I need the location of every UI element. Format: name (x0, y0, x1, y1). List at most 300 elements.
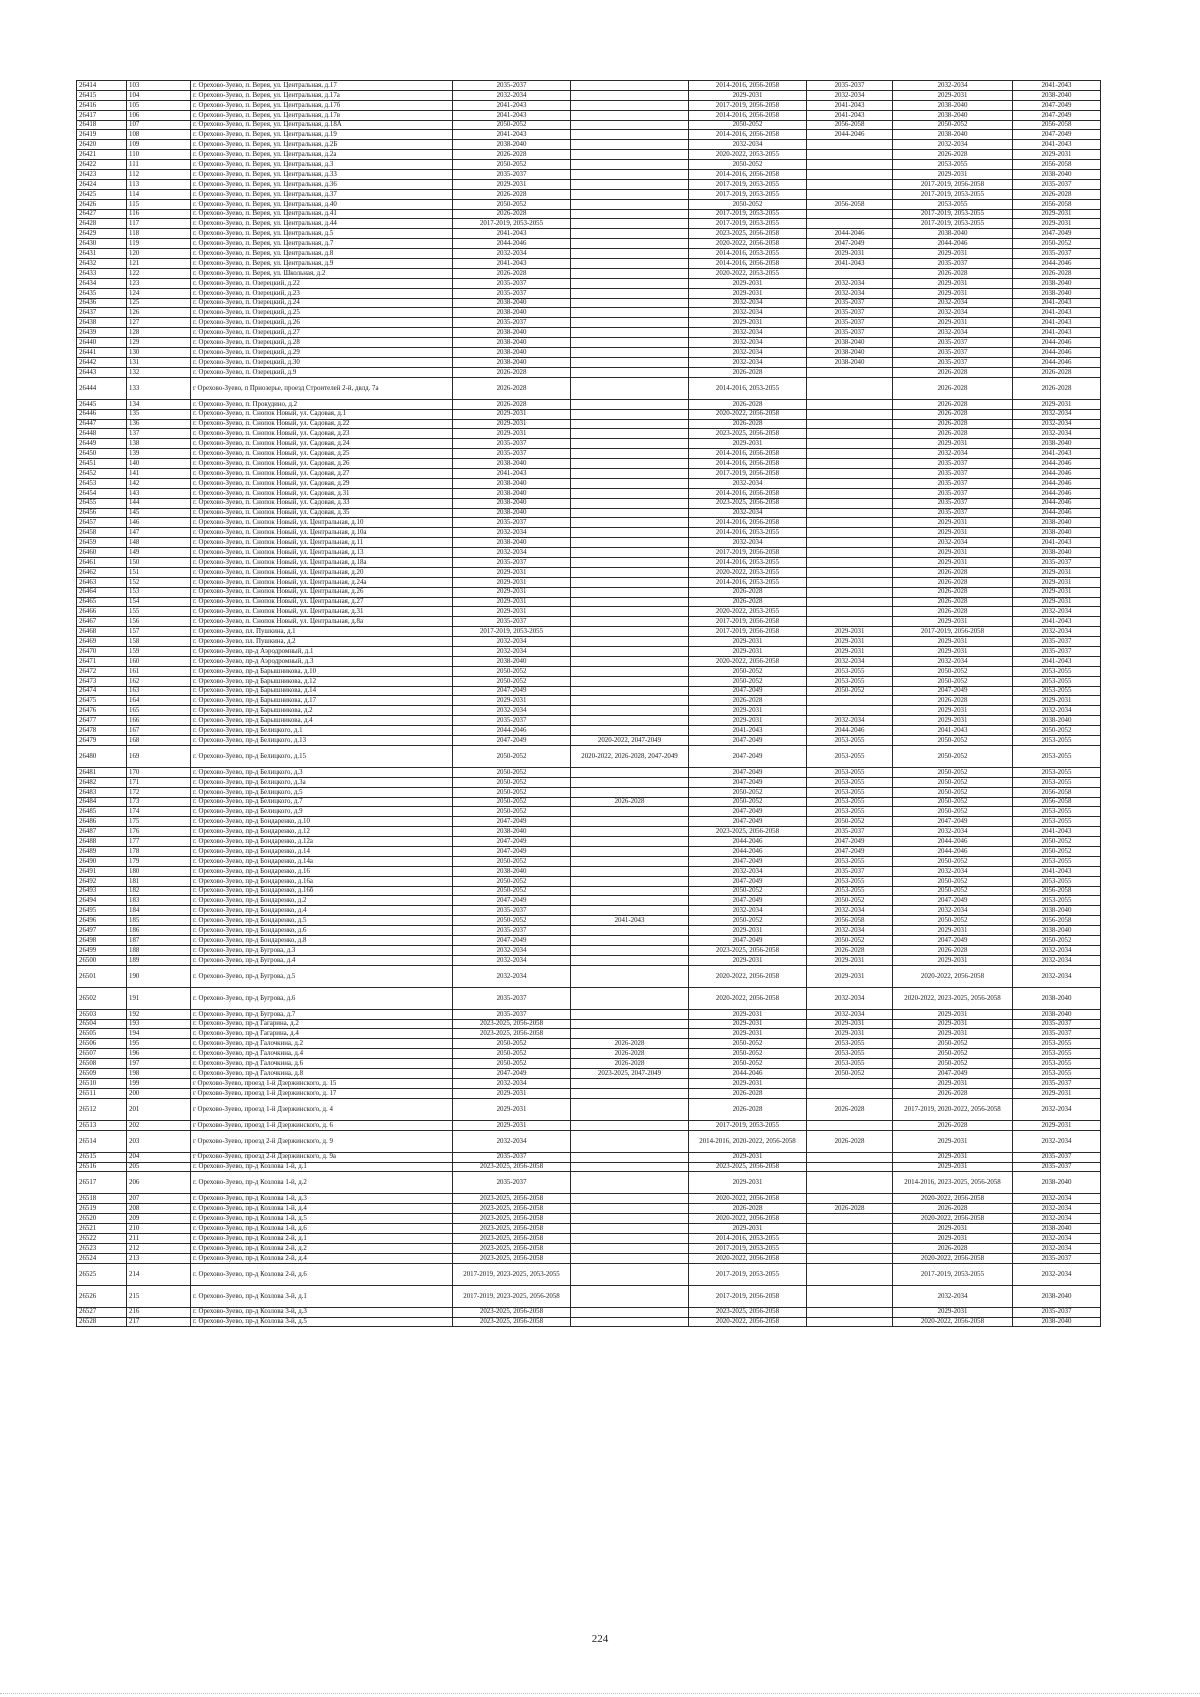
period-6-cell: 2053-2055 (1013, 1039, 1101, 1049)
period-2-cell (571, 367, 689, 377)
period-6-cell: 2029-2031 (1013, 219, 1101, 229)
period-5-cell: 2029-2031 (893, 278, 1013, 288)
period-5-cell: 2026-2028 (893, 597, 1013, 607)
period-2-cell (571, 1078, 689, 1088)
period-6-cell: 2029-2031 (1013, 696, 1101, 706)
period-6-cell: 2044-2046 (1013, 348, 1101, 358)
address-cell: г. Орехово-Зуево, пр-д Белицкого, д.5 (191, 787, 453, 797)
period-2-cell (571, 328, 689, 338)
row-id-cell: 26491 (77, 866, 127, 876)
period-6-cell: 2047-2049 (1013, 130, 1101, 140)
period-1-cell: 2032-2034 (453, 548, 571, 558)
address-cell: г. Орехово-Зуево, п. Снопок Новый, ул. Центральная, д.11 (191, 538, 453, 548)
period-4-cell (807, 160, 893, 170)
period-1-cell: 2032-2034 (453, 1130, 571, 1152)
period-4-cell (807, 150, 893, 160)
period-5-cell: 2017-2019, 2056-2058 (893, 179, 1013, 189)
address-cell: г. Орехово-Зуево, пр-д Козлова 1-й, д.2 (191, 1172, 453, 1194)
period-5-cell: 2026-2028 (893, 587, 1013, 597)
period-4-cell: 2035-2037 (807, 308, 893, 318)
period-1-cell: 2029-2031 (453, 597, 571, 607)
row-id-cell: 26418 (77, 120, 127, 130)
period-3-cell: 2020-2022, 2053-2055 (689, 567, 807, 577)
period-2-cell (571, 110, 689, 120)
table-row (77, 1243, 1101, 1253)
period-1-cell: 2035-2037 (453, 1172, 571, 1194)
address-cell: г. Орехово-Зуево, п. Верея, ул. Центральная, д.2Б (191, 140, 453, 150)
period-3-cell: 2026-2028 (689, 419, 807, 429)
table-row (77, 508, 1101, 518)
table-row (77, 1233, 1101, 1243)
period-6-cell: 2029-2031 (1013, 1088, 1101, 1098)
table-row (77, 777, 1101, 787)
period-4-cell: 2050-2052 (807, 1069, 893, 1079)
period-3-cell: 2020-2022, 2056-2058 (689, 1317, 807, 1327)
period-2-cell (571, 876, 689, 886)
row-number-cell: 204 (127, 1152, 191, 1162)
row-id-cell: 26525 (77, 1263, 127, 1285)
row-id-cell: 26511 (77, 1088, 127, 1098)
period-3-cell: 2014-2016, 2053-2055 (689, 557, 807, 567)
period-1-cell: 2035-2037 (453, 518, 571, 528)
period-3-cell: 2050-2052 (689, 1059, 807, 1069)
row-id-cell: 26431 (77, 249, 127, 259)
period-5-cell: 2035-2037 (893, 259, 1013, 269)
period-3-cell: 2047-2049 (689, 817, 807, 827)
table-row (77, 736, 1101, 746)
row-id-cell: 26448 (77, 429, 127, 439)
period-3-cell: 2026-2028 (689, 696, 807, 706)
period-3-cell: 2029-2031 (689, 1172, 807, 1194)
period-5-cell: 2035-2037 (893, 488, 1013, 498)
period-1-cell: 2050-2052 (453, 767, 571, 777)
table-row (77, 1120, 1101, 1130)
period-6-cell: 2044-2046 (1013, 488, 1101, 498)
period-2-cell (571, 259, 689, 269)
period-6-cell: 2053-2055 (1013, 856, 1101, 866)
row-id-cell: 26445 (77, 399, 127, 409)
row-id-cell: 26495 (77, 906, 127, 916)
period-1-cell: 2038-2040 (453, 308, 571, 318)
address-cell: г Орехово-Зуево, проезд 1-й Дзержинского, д. 4 (191, 1098, 453, 1120)
address-cell: г. Орехово-Зуево, пр-д Галочкина, д.6 (191, 1059, 453, 1069)
period-1-cell: 2035-2037 (453, 278, 571, 288)
period-1-cell: 2023-2025, 2056-2058 (453, 1243, 571, 1253)
address-cell: г. Орехово-Зуево, пр-д Белицкого, д.3 (191, 767, 453, 777)
period-1-cell: 2050-2052 (453, 199, 571, 209)
row-id-cell: 26477 (77, 716, 127, 726)
period-4-cell (807, 1253, 893, 1263)
period-2-cell (571, 1130, 689, 1152)
period-6-cell: 2056-2058 (1013, 916, 1101, 926)
period-6-cell: 2038-2040 (1013, 528, 1101, 538)
period-4-cell (807, 367, 893, 377)
period-3-cell: 2020-2022, 2053-2055 (689, 268, 807, 278)
period-3-cell: 2026-2028 (689, 597, 807, 607)
housing-registry-table (76, 80, 1101, 1327)
period-6-cell: 2041-2043 (1013, 866, 1101, 876)
table-row (77, 449, 1101, 459)
period-3-cell: 2032-2034 (689, 348, 807, 358)
address-cell: г. Орехово-Зуево, пр-д Белицкого, д.3а (191, 777, 453, 787)
period-3-cell: 2029-2031 (689, 716, 807, 726)
address-cell: г. Орехово-Зуево, пр-д Бондаренко, д.14а (191, 856, 453, 866)
address-cell: г. Орехово-Зуево, п. Снопок Новый, ул. Центральная, д.13 (191, 548, 453, 558)
address-cell: г. Орехово-Зуево, п. Верея, ул. Центральная, д.44 (191, 219, 453, 229)
period-5-cell: 2032-2034 (893, 328, 1013, 338)
period-3-cell: 2029-2031 (689, 926, 807, 936)
period-5-cell: 2029-2031 (893, 706, 1013, 716)
row-id-cell: 26480 (77, 745, 127, 767)
period-5-cell: 2020-2022, 2023-2025, 2056-2058 (893, 987, 1013, 1009)
table-row (77, 706, 1101, 716)
address-cell: г. Орехово-Зуево, пр-д Галочкина, д.8 (191, 1069, 453, 1079)
row-number-cell: 110 (127, 150, 191, 160)
period-3-cell: 2014-2016, 2056-2058 (689, 449, 807, 459)
period-5-cell: 2038-2040 (893, 110, 1013, 120)
row-number-cell: 143 (127, 488, 191, 498)
table-row (77, 1049, 1101, 1059)
row-id-cell: 26452 (77, 468, 127, 478)
address-cell: г. Орехово-Зуево, п. Снопок Новый, ул. Садовая, д.25 (191, 449, 453, 459)
period-5-cell: 2029-2031 (893, 249, 1013, 259)
period-1-cell: 2041-2043 (453, 468, 571, 478)
table-row (77, 268, 1101, 278)
period-1-cell: 2050-2052 (453, 745, 571, 767)
period-1-cell: 2032-2034 (453, 945, 571, 955)
period-5-cell: 2026-2028 (893, 577, 1013, 587)
period-6-cell: 2056-2058 (1013, 199, 1101, 209)
period-3-cell: 2014-2016, 2056-2058 (689, 170, 807, 180)
period-3-cell: 2026-2028 (689, 1088, 807, 1098)
row-id-cell: 26519 (77, 1204, 127, 1214)
period-5-cell: 2029-2031 (893, 1019, 1013, 1029)
period-4-cell: 2029-2031 (807, 965, 893, 987)
period-4-cell (807, 1224, 893, 1234)
row-number-cell: 130 (127, 348, 191, 358)
period-2-cell: 2026-2028 (571, 1039, 689, 1049)
table-row (77, 518, 1101, 528)
address-cell: г Орехово-Зуево, п Приозерье, проезд Строителей 2-й, двлд. 7а (191, 377, 453, 399)
row-number-cell: 142 (127, 478, 191, 488)
period-1-cell: 2032-2034 (453, 646, 571, 656)
row-id-cell: 26428 (77, 219, 127, 229)
period-2-cell (571, 1009, 689, 1019)
table-row (77, 837, 1101, 847)
period-6-cell: 2038-2040 (1013, 1009, 1101, 1019)
table-row (77, 847, 1101, 857)
table-row (77, 807, 1101, 817)
period-6-cell: 2026-2028 (1013, 268, 1101, 278)
period-4-cell (807, 409, 893, 419)
period-2-cell (571, 1088, 689, 1098)
period-5-cell: 2050-2052 (893, 120, 1013, 130)
period-6-cell: 2053-2055 (1013, 676, 1101, 686)
address-cell: г. Орехово-Зуево, п. Снопок Новый, ул. Центральная, д.18а (191, 557, 453, 567)
period-2-cell (571, 1029, 689, 1039)
row-id-cell: 26503 (77, 1009, 127, 1019)
period-6-cell: 2041-2043 (1013, 318, 1101, 328)
period-6-cell: 2038-2040 (1013, 1172, 1101, 1194)
period-4-cell (807, 557, 893, 567)
period-6-cell: 2038-2040 (1013, 278, 1101, 288)
period-5-cell: 2020-2022, 2056-2058 (893, 1317, 1013, 1327)
row-id-cell: 26443 (77, 367, 127, 377)
period-1-cell: 2035-2037 (453, 557, 571, 567)
period-4-cell: 2053-2055 (807, 876, 893, 886)
row-id-cell: 26437 (77, 308, 127, 318)
row-number-cell: 196 (127, 1049, 191, 1059)
table-row (77, 866, 1101, 876)
address-cell: г. Орехово-Зуево, пр-д Бугрова, д.7 (191, 1009, 453, 1019)
period-3-cell: 2014-2016, 2020-2022, 2056-2058 (689, 1130, 807, 1152)
period-3-cell: 2020-2022, 2056-2058 (689, 409, 807, 419)
table-row (77, 160, 1101, 170)
row-number-cell: 154 (127, 597, 191, 607)
period-5-cell: 2026-2028 (893, 1243, 1013, 1253)
table-row (77, 478, 1101, 488)
period-5-cell: 2029-2031 (893, 637, 1013, 647)
table-row (77, 298, 1101, 308)
period-4-cell: 2032-2034 (807, 926, 893, 936)
period-4-cell: 2041-2043 (807, 110, 893, 120)
period-1-cell: 2044-2046 (453, 239, 571, 249)
row-number-cell: 177 (127, 837, 191, 847)
period-3-cell: 2050-2052 (689, 199, 807, 209)
table-row (77, 1317, 1101, 1327)
row-number-cell: 217 (127, 1317, 191, 1327)
period-5-cell: 2044-2046 (893, 239, 1013, 249)
row-number-cell: 198 (127, 1069, 191, 1079)
row-id-cell: 26489 (77, 847, 127, 857)
period-2-cell: 2020-2022, 2026-2028, 2047-2049 (571, 745, 689, 767)
period-1-cell: 2035-2037 (453, 987, 571, 1009)
address-cell: г. Орехово-Зуево, п. Верея, ул. Центральная, д.9 (191, 259, 453, 269)
table-row (77, 419, 1101, 429)
address-cell: г. Орехово-Зуево, пл. Пушкина, д.1 (191, 627, 453, 637)
period-5-cell: 2026-2028 (893, 268, 1013, 278)
period-2-cell (571, 377, 689, 399)
period-2-cell (571, 239, 689, 249)
row-number-cell: 202 (127, 1120, 191, 1130)
address-cell: г. Орехово-Зуево, пр-д Козлова 2-й, д.4 (191, 1253, 453, 1263)
row-id-cell: 26496 (77, 916, 127, 926)
period-5-cell: 2026-2028 (893, 419, 1013, 429)
period-3-cell: 2023-2025, 2056-2058 (689, 945, 807, 955)
period-3-cell: 2020-2022, 2053-2055 (689, 607, 807, 617)
row-id-cell: 26513 (77, 1120, 127, 1130)
address-cell: г. Орехово-Зуево, п. Снопок Новый, ул. Центральная, д.10а (191, 528, 453, 538)
period-1-cell: 2023-2025, 2056-2058 (453, 1253, 571, 1263)
address-cell: г. Орехово-Зуево, п. Озерецкий, д.22 (191, 278, 453, 288)
row-number-cell: 108 (127, 130, 191, 140)
period-1-cell: 2047-2049 (453, 736, 571, 746)
period-6-cell: 2038-2040 (1013, 926, 1101, 936)
page-number: 224 (591, 1633, 609, 1645)
period-6-cell: 2044-2046 (1013, 478, 1101, 488)
period-1-cell: 2035-2037 (453, 716, 571, 726)
period-5-cell: 2032-2034 (893, 866, 1013, 876)
period-4-cell: 2032-2034 (807, 288, 893, 298)
period-4-cell: 2044-2046 (807, 130, 893, 140)
row-id-cell: 26470 (77, 646, 127, 656)
period-3-cell: 2047-2049 (689, 876, 807, 886)
row-id-cell: 26481 (77, 767, 127, 777)
period-5-cell: 2017-2019, 2020-2022, 2056-2058 (893, 1098, 1013, 1120)
period-2-cell: 2026-2028 (571, 1049, 689, 1059)
period-1-cell: 2050-2052 (453, 886, 571, 896)
address-cell: г. Орехово-Зуево, п. Верея, ул. Центральная, д.37 (191, 189, 453, 199)
period-3-cell: 2032-2034 (689, 478, 807, 488)
period-6-cell: 2038-2040 (1013, 987, 1101, 1009)
row-id-cell: 26524 (77, 1253, 127, 1263)
table-row (77, 488, 1101, 498)
period-5-cell: 2029-2031 (893, 90, 1013, 100)
row-id-cell: 26429 (77, 229, 127, 239)
address-cell: г. Орехово-Зуево, пл. Пушкина, д.2 (191, 637, 453, 647)
period-5-cell: 2029-2031 (893, 1307, 1013, 1317)
period-2-cell (571, 449, 689, 459)
period-5-cell: 2032-2034 (893, 449, 1013, 459)
address-cell: г. Орехово-Зуево, п. Верея, ул. Центральная, д.36 (191, 179, 453, 189)
period-4-cell (807, 1214, 893, 1224)
period-1-cell: 2029-2031 (453, 587, 571, 597)
period-2-cell (571, 837, 689, 847)
row-id-cell: 26475 (77, 696, 127, 706)
period-5-cell: 2029-2031 (893, 528, 1013, 538)
period-4-cell (807, 478, 893, 488)
period-3-cell: 2014-2016, 2053-2055 (689, 577, 807, 587)
period-4-cell: 2053-2055 (807, 807, 893, 817)
period-4-cell: 2032-2034 (807, 278, 893, 288)
period-2-cell (571, 81, 689, 91)
period-6-cell: 2035-2037 (1013, 1307, 1101, 1317)
period-2-cell (571, 827, 689, 837)
period-6-cell: 2053-2055 (1013, 807, 1101, 817)
period-3-cell: 2047-2049 (689, 777, 807, 787)
row-number-cell: 192 (127, 1009, 191, 1019)
address-cell: г. Орехово-Зуево, пр-д Бугрова, д.5 (191, 965, 453, 987)
period-3-cell: 2029-2031 (689, 90, 807, 100)
period-4-cell: 2050-2052 (807, 936, 893, 946)
table-row (77, 538, 1101, 548)
row-id-cell: 26447 (77, 419, 127, 429)
period-6-cell: 2044-2046 (1013, 508, 1101, 518)
table-row (77, 745, 1101, 767)
period-2-cell (571, 726, 689, 736)
row-id-cell: 26512 (77, 1098, 127, 1120)
period-3-cell: 2023-2025, 2056-2058 (689, 827, 807, 837)
row-id-cell: 26518 (77, 1194, 127, 1204)
table-row (77, 965, 1101, 987)
period-5-cell: 2029-2031 (893, 617, 1013, 627)
address-cell: г. Орехово-Зуево, пр-д Козлова 3-й, д.1 (191, 1285, 453, 1307)
table-row (77, 617, 1101, 627)
period-6-cell: 2044-2046 (1013, 498, 1101, 508)
row-number-cell: 114 (127, 189, 191, 199)
address-cell: г Орехово-Зуево, проезд 1-й Дзержинского, д. 15 (191, 1078, 453, 1088)
period-3-cell: 2014-2016, 2053-2055 (689, 249, 807, 259)
period-1-cell: 2029-2031 (453, 409, 571, 419)
period-3-cell: 2050-2052 (689, 676, 807, 686)
table-row (77, 308, 1101, 318)
table-row (77, 666, 1101, 676)
table-row (77, 1019, 1101, 1029)
period-2-cell (571, 906, 689, 916)
period-3-cell: 2017-2019, 2056-2058 (689, 548, 807, 558)
period-6-cell: 2038-2040 (1013, 288, 1101, 298)
period-3-cell: 2029-2031 (689, 1152, 807, 1162)
period-4-cell (807, 439, 893, 449)
table-row (77, 1130, 1101, 1152)
period-4-cell: 2029-2031 (807, 1019, 893, 1029)
row-number-cell: 126 (127, 308, 191, 318)
period-6-cell: 2029-2031 (1013, 399, 1101, 409)
period-4-cell: 2035-2037 (807, 81, 893, 91)
period-1-cell: 2038-2040 (453, 656, 571, 666)
period-3-cell: 2029-2031 (689, 1019, 807, 1029)
period-2-cell (571, 866, 689, 876)
row-id-cell: 26527 (77, 1307, 127, 1317)
table-row (77, 377, 1101, 399)
period-4-cell (807, 1263, 893, 1285)
row-number-cell: 123 (127, 278, 191, 288)
row-number-cell: 139 (127, 449, 191, 459)
period-6-cell: 2050-2052 (1013, 936, 1101, 946)
address-cell: г. Орехово-Зуево, пр-д Барышникова, д.12 (191, 676, 453, 686)
period-5-cell: 2047-2049 (893, 686, 1013, 696)
address-cell: г. Орехово-Зуево, пр-д Галочкина, д.4 (191, 1049, 453, 1059)
period-5-cell: 2029-2031 (893, 318, 1013, 328)
address-cell: г. Орехово-Зуево, пр-д Бондаренко, д.10 (191, 817, 453, 827)
address-cell: г. Орехово-Зуево, п. Верея, ул. Центральная, д.7 (191, 239, 453, 249)
address-cell: г. Орехово-Зуево, п. Снопок Новый, ул. Садовая, д.23 (191, 429, 453, 439)
period-6-cell: 2032-2034 (1013, 419, 1101, 429)
period-5-cell: 2047-2049 (893, 817, 1013, 827)
period-5-cell: 2032-2034 (893, 827, 1013, 837)
period-3-cell: 2029-2031 (689, 637, 807, 647)
table-row (77, 886, 1101, 896)
period-3-cell: 2023-2025, 2056-2058 (689, 498, 807, 508)
address-cell: г. Орехово-Зуево, пр-д Бондаренко, д.14 (191, 847, 453, 857)
period-2-cell (571, 926, 689, 936)
row-id-cell: 26490 (77, 856, 127, 866)
period-1-cell: 2038-2040 (453, 140, 571, 150)
period-5-cell: 2050-2052 (893, 1039, 1013, 1049)
period-2-cell (571, 686, 689, 696)
row-number-cell: 113 (127, 179, 191, 189)
period-5-cell: 2026-2028 (893, 1088, 1013, 1098)
table-row (77, 827, 1101, 837)
period-5-cell: 2047-2049 (893, 936, 1013, 946)
period-3-cell: 2014-2016, 2056-2058 (689, 259, 807, 269)
period-5-cell: 2026-2028 (893, 429, 1013, 439)
address-cell: г. Орехово-Зуево, пр-д Белицкого, д.9 (191, 807, 453, 817)
period-6-cell: 2041-2043 (1013, 298, 1101, 308)
row-id-cell: 26468 (77, 627, 127, 637)
period-5-cell: 2017-2019, 2053-2055 (893, 219, 1013, 229)
period-2-cell (571, 1120, 689, 1130)
period-5-cell: 2020-2022, 2056-2058 (893, 1253, 1013, 1263)
row-number-cell: 190 (127, 965, 191, 987)
table-row (77, 767, 1101, 777)
row-id-cell: 26414 (77, 81, 127, 91)
period-2-cell: 2026-2028 (571, 1059, 689, 1069)
row-id-cell: 26484 (77, 797, 127, 807)
address-cell: г. Орехово-Зуево, пр-д Бондаренко, д.6 (191, 926, 453, 936)
row-id-cell: 26471 (77, 656, 127, 666)
row-id-cell: 26516 (77, 1162, 127, 1172)
